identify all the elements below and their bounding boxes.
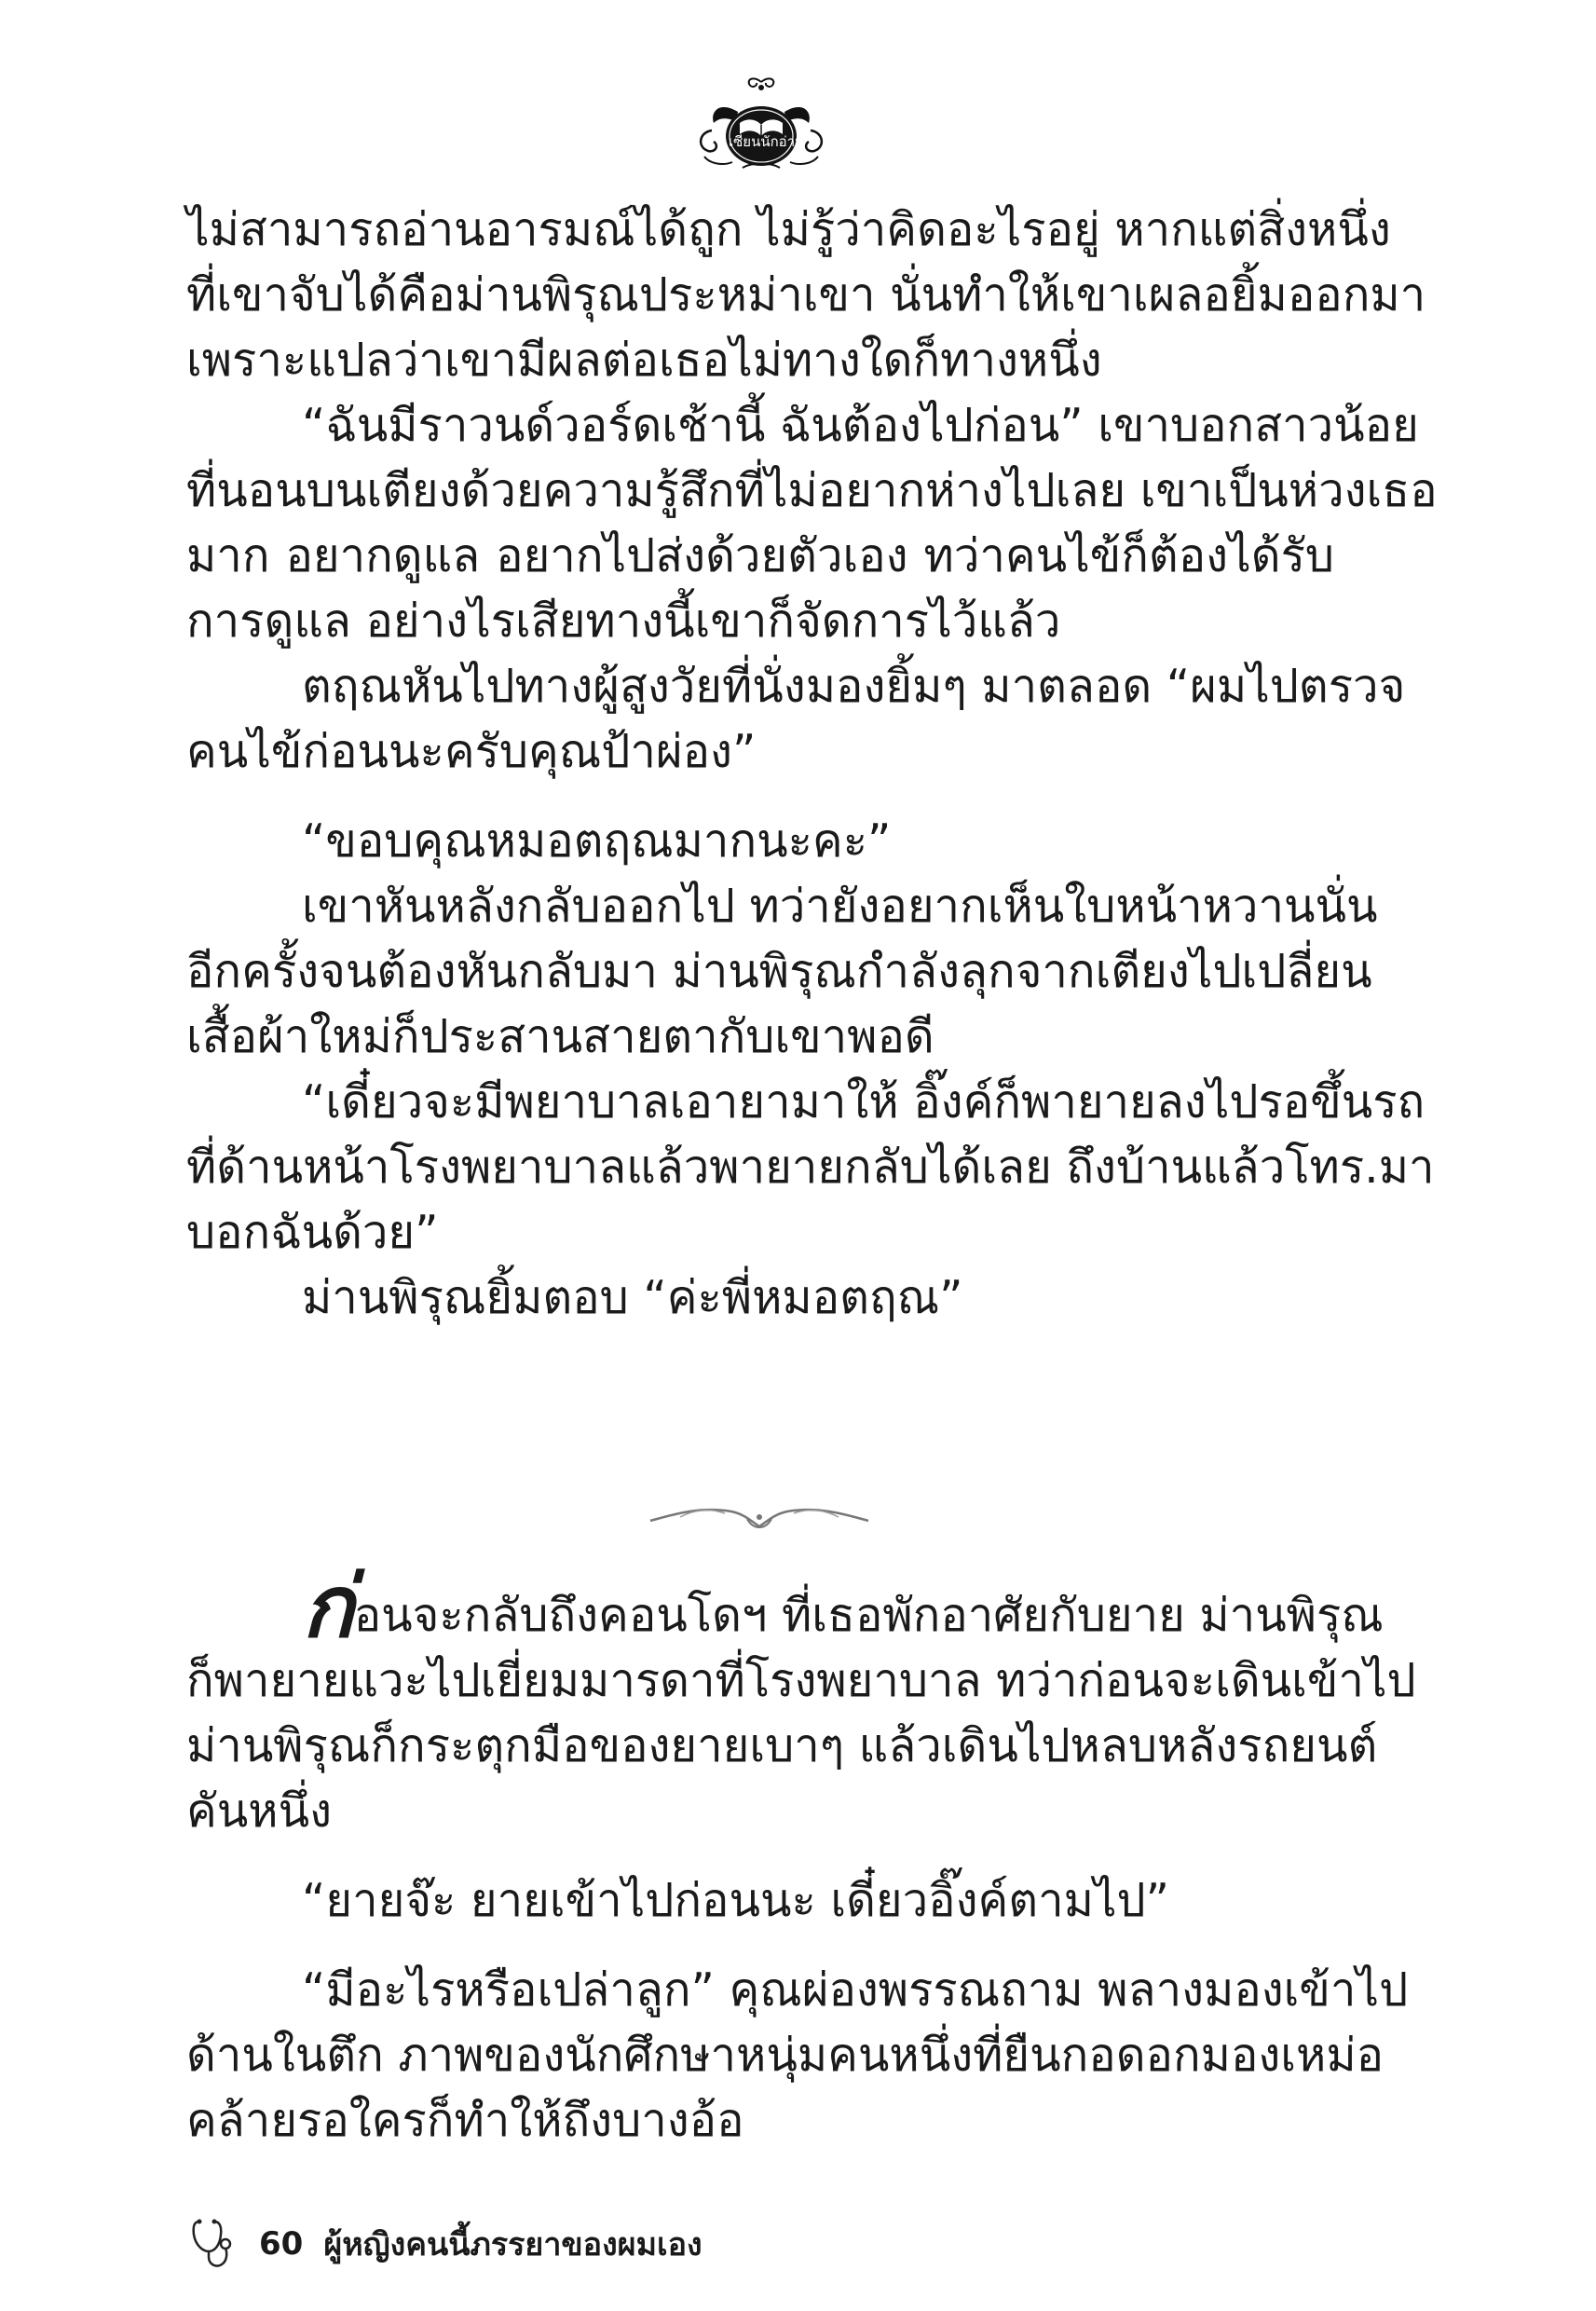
paragraph xyxy=(186,809,1334,874)
text-line: เพราะแปลว่าเขามีผลต่อเธอไม่ทางใดก็ทางหนึ่ง xyxy=(186,334,1102,387)
header-emblem-icon xyxy=(691,75,831,172)
text-line: ที่นอนบนเตียงด้วยความรู้สึกที่ไม่อยากห่างไปเลย เขาเป็นห่วงเธอ xyxy=(186,464,1438,517)
section-one-text xyxy=(186,198,1438,1331)
text-line: ตฤณหันไปทางผู้สูงวัยที่นั่งมองยิ้มๆ มาตลอด “ผมไปตรวจ xyxy=(302,660,1406,713)
emblem-label: เซียนนักอ่าน xyxy=(729,133,805,150)
text-line: บอกฉันด้วย” xyxy=(186,1206,439,1259)
page-footer xyxy=(190,2216,703,2272)
page-number: 60 xyxy=(259,2225,304,2263)
text-line: “เดี๋ยวจะมีพยาบาลเอายามาให้ อิ๊งค์ก็พายายลงไปรอขึ้นรถ xyxy=(302,1075,1425,1128)
text-line: เขาหันหลังกลับออกไป ทว่ายังอยากเห็นใบหน้าหวานนั่น xyxy=(302,880,1378,933)
text-line xyxy=(186,1557,1384,1657)
paragraph xyxy=(186,874,1378,1070)
text-line: “มีอะไรหรือเปล่าลูก” คุณผ่องพรรณถาม พลางมองเข้าไป xyxy=(302,1963,1409,2017)
text-line-rest: อนจะกลับถึงคอนโดฯ ที่เธอพักอาศัยกับยาย ม่านพิรุณ xyxy=(353,1589,1384,1642)
text-line: คล้ายรอใครก็ทำให้ถึงบางอ้อ xyxy=(186,2094,744,2147)
text-line: อีกครั้งจนต้องหันกลับมา ม่านพิรุณกำลังลุกจากเตียงไปเปลี่ยน xyxy=(186,945,1372,998)
paragraph xyxy=(186,1958,1409,2154)
book-title: ผู้หญิงคนนี้ภรรยาของผมเอง xyxy=(323,2226,703,2263)
paragraph xyxy=(186,198,1426,393)
text-line: ก็พายายแวะไปเยี่ยมมารดาที่โรงพยาบาล ทว่าก่อนจะเดินเข้าไป xyxy=(186,1654,1416,1707)
paragraph xyxy=(186,1265,1334,1331)
text-line: คนไข้ก่อนนะครับคุณป้าผ่อง” xyxy=(186,725,757,778)
text-line: เสื้อผ้าใหม่ก็ประสานสายตากับเขาพอดี xyxy=(186,1010,934,1063)
drop-cap: ก่ xyxy=(302,1557,354,1657)
text-line: มาก อยากดูแล อยากไปส่งด้วยตัวเอง ทว่าคนไข้ก็ต้องได้รับ xyxy=(186,529,1334,582)
paragraph xyxy=(186,1070,1435,1265)
text-line: การดูแล อย่างไรเสียทางนี้เขาก็จัดการไว้แล้ว xyxy=(186,595,1061,648)
text-line: ม่านพิรุณยิ้มตอบ “ค่ะพี่หมอตฤณ” xyxy=(302,1271,963,1324)
text-line: ม่านพิรุณก็กระตุกมือของยายเบาๆ แล้วเดินไปหลบหลังรถยนต์ xyxy=(186,1719,1378,1772)
text-line: คันหนึ่ง xyxy=(186,1785,332,1838)
paragraph xyxy=(186,1868,1334,1934)
text-line: “ยายจ๊ะ ยายเข้าไปก่อนนะ เดี๋ยวอิ๊งค์ตามไป” xyxy=(302,1874,1170,1927)
section-two-text xyxy=(186,1557,1416,2154)
text-line: ไม่สามารถอ่านอารมณ์ได้ถูก ไม่รู้ว่าคิดอะไรอยู่ หากแต่สิ่งหนึ่ง xyxy=(186,203,1391,256)
text-line: ด้านในตึก ภาพของนักศึกษาหนุ่มคนหนึ่งที่ยืนกอดอกมองเหม่อ xyxy=(186,2029,1385,2082)
paragraph xyxy=(186,654,1406,785)
stethoscope-icon xyxy=(190,2218,237,2270)
text-line: ที่เขาจับได้คือม่านพิรุณประหม่าเขา นั่นทำให้เขาเผลอยิ้มออกมา xyxy=(186,268,1426,321)
text-line: “ขอบคุณหมอตฤณมากนะคะ” xyxy=(302,814,892,868)
text-line: ที่ด้านหน้าโรงพยาบาลแล้วพายายกลับได้เลย ถึงบ้านแล้วโทร.มา xyxy=(186,1141,1435,1194)
section-divider-ornament-icon xyxy=(643,1498,876,1539)
paragraph xyxy=(186,1557,1416,1844)
paragraph xyxy=(186,393,1438,654)
text-line: “ฉันมีราวนด์วอร์ดเช้านี้ ฉันต้องไปก่อน” เขาบอกสาวน้อย xyxy=(302,399,1419,452)
